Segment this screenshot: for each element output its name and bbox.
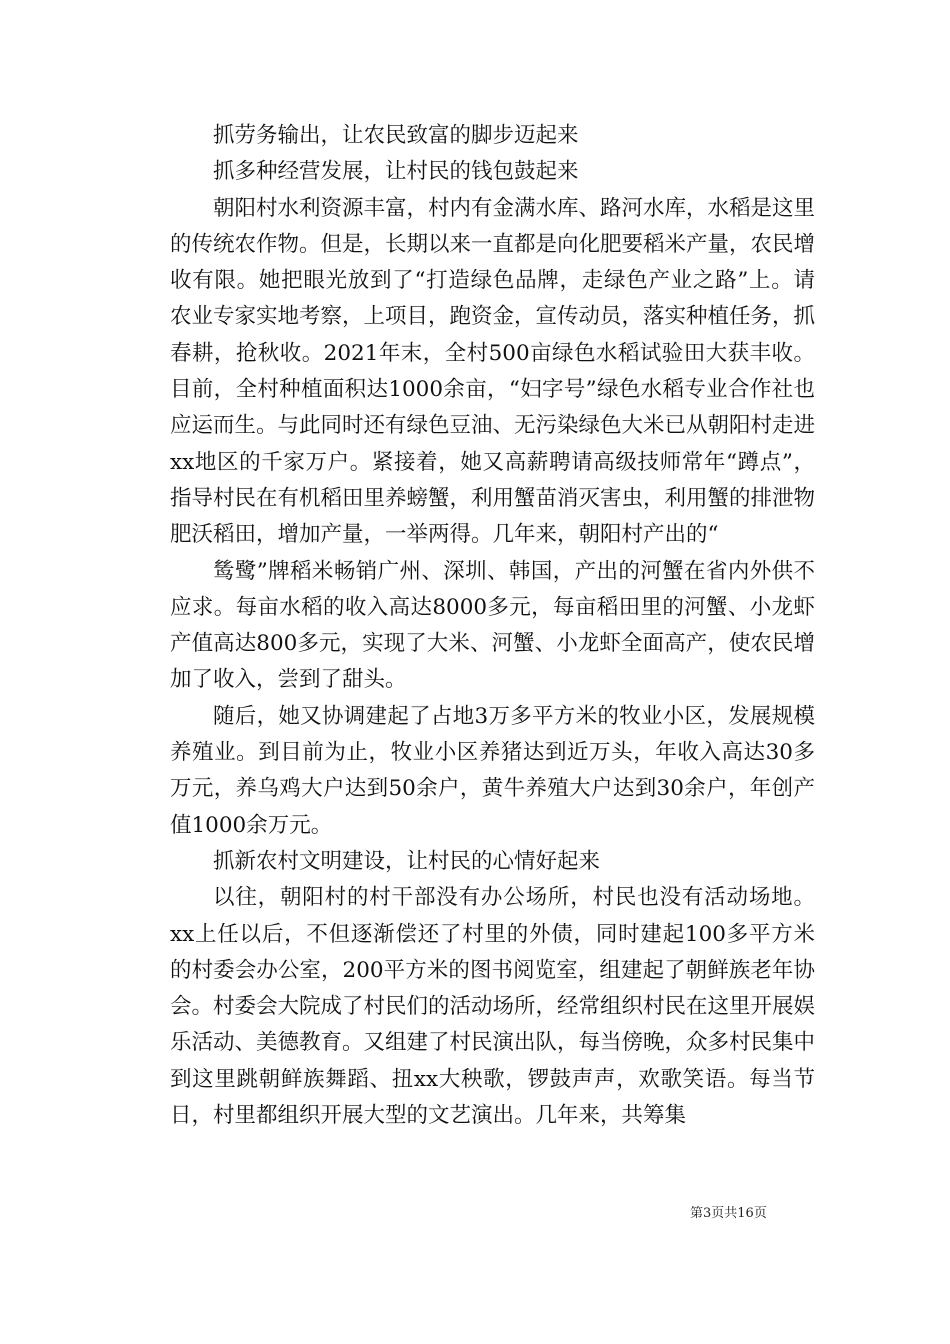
section-heading-labor-export: 抓劳务输出，让农民致富的脚步迈起来: [213, 123, 579, 148]
paragraph-rice-industry: 朝阳村水利资源丰富，村内有金满水库、路河水库，水稻是这里的传统农作物。但是，长期以来一直都是向化肥要稻米产量，农民增收有限。她把眼光放到了“打造绿色品牌，走绿色产业之路”上。请农业专家实地考察，上项目，跑资金，宣传动员，落实种植任务，抓春耕，抢秋收。2021年末，全村500亩绿色水稻试验田大获丰收。目前，全村种植面积达1000余亩，“妇字号”绿色水稻专业合作社也应运而生。与此同时还有绿色豆油、无污染绿色大米已从朝阳村走进xx地区的千家万户。紧接着，她又高薪聘请高级技师常年“蹲点”，指导村民在有机稻田里养螃蟹，利用蟹苗消灭害虫，利用蟹的排泄物肥沃稻田，增加产量，一举两得。几年来，朝阳村产出的“: [170, 195, 816, 548]
paragraph-livestock: 随后，她又协调建起了占地3万多平方米的牧业小区，发展规模养殖业。到目前为止，牧业小区养猪达到近万头，年收入高达30多万元，养乌鸡大户达到50余户，黄牛养殖大户达到30余户，年创产值1000余万元。: [170, 703, 815, 838]
page-number-footer: 第3页共16页: [690, 1206, 767, 1221]
body-text: [170, 118, 815, 1134]
section-heading-diversified-business: 抓多种经营发展，让村民的钱包鼓起来: [213, 159, 579, 185]
paragraph-village-facilities: 以往，朝阳村的村干部没有办公场所，村民也没有活动场地。xx上任以后，不但逐渐偿还了村里的外债，同时建起100多平方米的村委会办公室，200平方米的图书阅览室，组建起了朝鲜族老年协会。村委会大院成了村民们的活动场所，经常组织村民在这里开展娱乐活动、美德教育。又组建了村民演出队，每当傍晚，众多村民集中到这里跳朝鲜族舞蹈、扭xx大秧歌，锣鼓声声，欢歌笑语。每当节日，村里都组织开展大型的文艺演出。几年来，共筹集: [170, 885, 816, 1129]
paragraph-rice-brand-sales: 鸶鹭”牌稻米畅销广州、深圳、韩国，产出的河蟹在省内外供不应求。每亩水稻的收入高达8000多元，每亩稻田里的河蟹、小龙虾产值高达800多元，实现了大米、河蟹、小龙虾全面高产，使农民增加了收入，尝到了甜头。: [170, 558, 815, 693]
section-heading-civilization: 抓新农村文明建设，让村民的心情好起来: [213, 848, 601, 874]
